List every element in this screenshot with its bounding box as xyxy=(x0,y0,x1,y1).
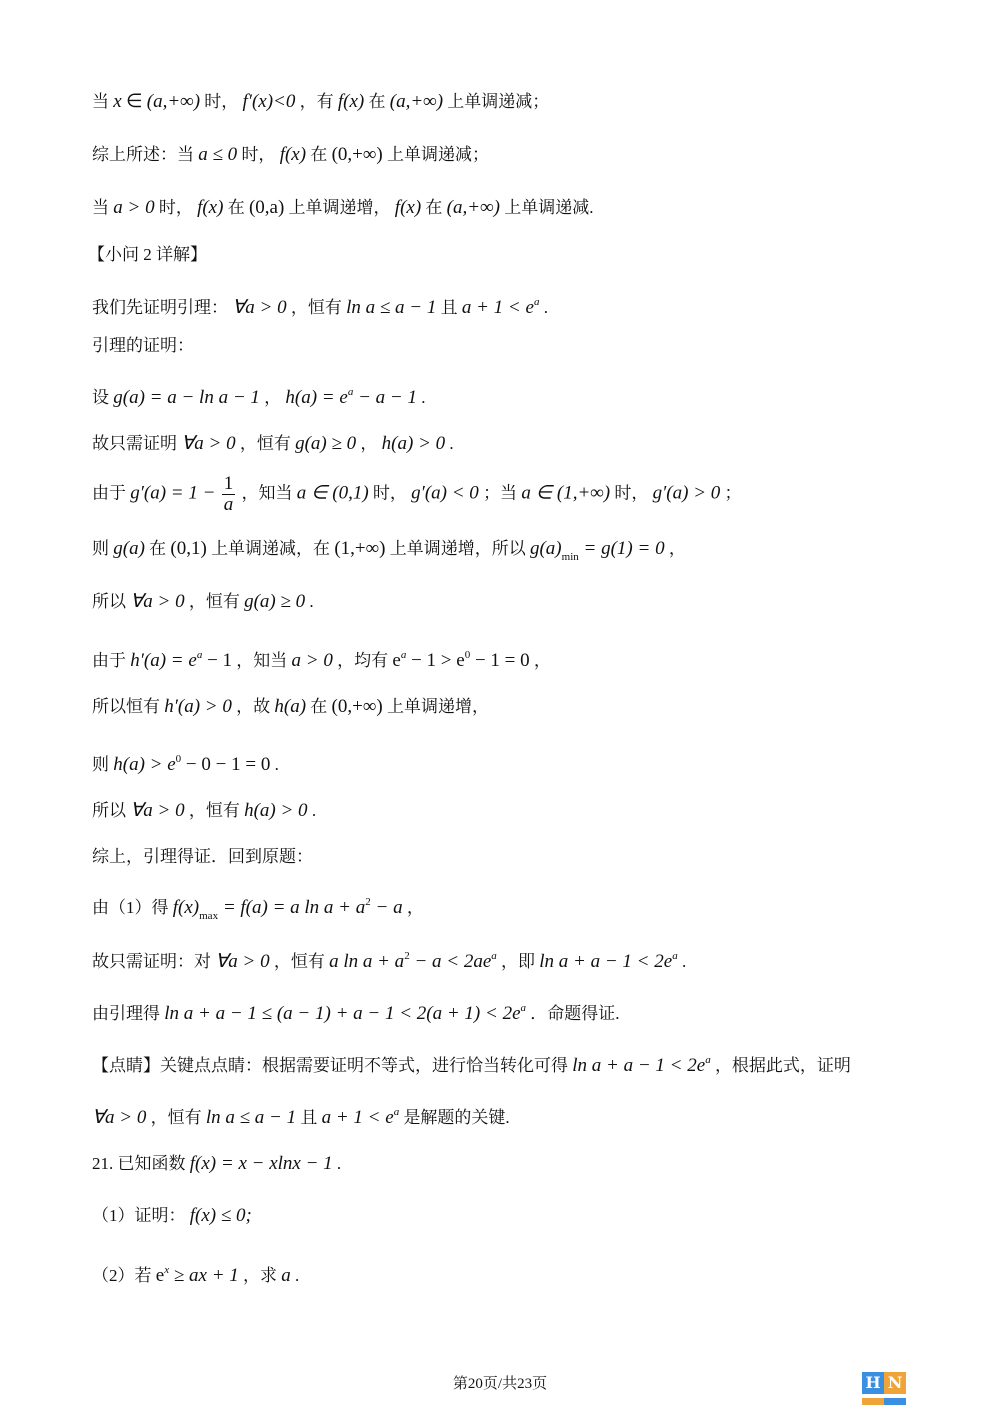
text-line-11 xyxy=(92,590,314,614)
text: 故只需证明 xyxy=(92,434,177,453)
text: 当 xyxy=(92,92,109,111)
text-line-20-key-point xyxy=(92,1048,851,1078)
logo-bar xyxy=(884,1398,906,1405)
superscript: 0 xyxy=(464,649,471,661)
math: ∀a > 0 xyxy=(181,433,236,454)
text: 所以 xyxy=(92,592,126,611)
text: . xyxy=(309,592,314,611)
problem-21-part-2 xyxy=(92,1258,299,1288)
superscript: 2 xyxy=(365,896,371,908)
text: . xyxy=(449,434,454,453)
superscript: a xyxy=(196,649,203,661)
text: 在 xyxy=(227,198,245,217)
text: 综上所述：当 xyxy=(92,145,194,164)
math: h(a) xyxy=(274,696,307,717)
text: ，求 xyxy=(243,1266,278,1285)
subscript: min xyxy=(561,551,579,563)
problem-21-part-1 xyxy=(92,1204,252,1228)
text: ， xyxy=(406,898,424,917)
math: − 1 xyxy=(202,650,233,671)
math: − 1 > e xyxy=(406,650,465,671)
text: ， xyxy=(668,539,686,558)
text-line-12 xyxy=(92,643,551,673)
text: ，恒有 xyxy=(188,801,240,820)
math: (0,+∞) xyxy=(331,144,383,165)
text: ，知当 xyxy=(236,651,288,670)
text: ；当 xyxy=(483,483,518,503)
text: . xyxy=(311,801,317,820)
logo-letter-n: N xyxy=(884,1372,906,1394)
math: a xyxy=(281,1265,291,1286)
text: ， xyxy=(360,434,378,453)
text: ，根据此式，证明 xyxy=(714,1056,851,1075)
math: ∀a > 0 xyxy=(130,591,185,612)
math: ln a + a − 1 ≤ (a − 1) + a − 1 < 2(a + 1) < 2e xyxy=(164,1003,521,1024)
text: 21. 已知函数 xyxy=(92,1154,186,1173)
superscript: a xyxy=(400,649,407,661)
text: 我们先证明引理： xyxy=(92,298,228,317)
math: g′(a) > 0 xyxy=(652,482,721,504)
math: f(x) xyxy=(394,197,422,218)
math: a ∈ (0,1) xyxy=(296,482,369,504)
text: 由引理得 xyxy=(92,1004,160,1023)
text: ，恒有 xyxy=(150,1108,202,1127)
math: f′(x)<0 xyxy=(242,91,296,112)
denominator: a xyxy=(223,494,234,515)
text: . xyxy=(543,298,548,317)
text-line-1 xyxy=(92,90,549,114)
text: 在 xyxy=(425,198,443,217)
math: h(a) > 0 xyxy=(244,800,308,821)
text-line-13 xyxy=(92,695,489,719)
text: . xyxy=(295,1266,300,1285)
text: 时， xyxy=(614,483,649,503)
text: （1）证明： xyxy=(92,1206,186,1225)
math: = f(a) = a ln a + a xyxy=(218,897,366,918)
text: 且 xyxy=(440,298,458,317)
math: ≥ ax + 1 xyxy=(169,1265,239,1286)
text: ．命题得证. xyxy=(530,1004,620,1023)
text: 当 xyxy=(92,198,109,217)
text-line-5 xyxy=(92,290,548,320)
math: g′(a) = 1 − xyxy=(130,482,216,504)
math: g(a) ≥ 0 xyxy=(295,433,357,454)
text-line-18 xyxy=(92,944,686,974)
text-line-16 xyxy=(92,845,313,869)
math: f(x) ≤ 0; xyxy=(189,1205,252,1226)
superscript: a xyxy=(393,1106,400,1118)
text: . xyxy=(421,388,426,407)
logo-letter-h: H xyxy=(862,1372,884,1394)
text-line-15 xyxy=(92,799,316,823)
text-line-2 xyxy=(92,143,489,167)
math: − a < 2ae xyxy=(409,951,492,972)
math: a ∈ (1,+∞) xyxy=(521,482,611,504)
text: . xyxy=(681,952,687,971)
text: （2）若 xyxy=(92,1266,152,1285)
superscript: a xyxy=(520,1002,527,1014)
math: ln a + a − 1 < 2e xyxy=(539,951,673,972)
text: ， xyxy=(264,388,282,407)
text-line-3 xyxy=(92,196,593,220)
math: = g(1) = 0 xyxy=(578,538,665,559)
logo-bar xyxy=(862,1398,884,1405)
text: 上单调递减. xyxy=(504,198,594,217)
text: 在 xyxy=(149,539,167,558)
text-line-9 xyxy=(92,474,742,515)
text: ，故 xyxy=(236,697,271,716)
math: h(a) > 0 xyxy=(381,433,446,454)
math: f(x) xyxy=(337,91,365,112)
subscript: max xyxy=(199,910,219,922)
math: x xyxy=(113,91,122,112)
math: (a,+∞) xyxy=(389,91,444,112)
math: h′(a) = e xyxy=(130,650,197,671)
superscript: a xyxy=(347,386,354,398)
math: (a,+∞) xyxy=(446,197,500,218)
text-line-21 xyxy=(92,1100,510,1130)
math: f(x) xyxy=(279,144,307,165)
superscript: 0 xyxy=(175,753,182,765)
text: ，即 xyxy=(501,952,536,971)
math: e xyxy=(392,650,401,671)
math: (0,a) xyxy=(248,197,285,218)
math: ∀a > 0 xyxy=(130,800,185,821)
math: − a xyxy=(370,897,403,918)
text-line-19 xyxy=(92,996,620,1026)
text: 则 xyxy=(92,539,109,558)
text: ，知当 xyxy=(241,483,293,503)
text: ，恒有 xyxy=(290,298,342,317)
math: ∀a > 0 xyxy=(215,951,270,972)
text: ； xyxy=(724,483,742,503)
text-line-8 xyxy=(92,432,454,456)
text: 在 xyxy=(368,92,386,111)
text-line-7 xyxy=(92,380,425,410)
math: h(a) > e xyxy=(113,754,176,775)
math: f(x) xyxy=(197,197,224,218)
text: 上单调递增，所以 xyxy=(389,539,526,558)
math: h(a) = e xyxy=(285,387,348,408)
math: ln a + a − 1 < 2e xyxy=(572,1055,706,1076)
text: 时， xyxy=(372,483,407,503)
math: (0,1) xyxy=(170,538,207,559)
text: . xyxy=(336,1154,342,1173)
superscript: a xyxy=(491,950,497,962)
math: a > 0 xyxy=(113,197,155,218)
superscript: a xyxy=(705,1054,711,1066)
text: . xyxy=(274,755,279,774)
math: (a,+∞) xyxy=(146,91,201,112)
math: (1,+∞) xyxy=(334,538,386,559)
math: − a − 1 xyxy=(353,387,417,408)
math: e xyxy=(155,1265,165,1286)
hn-logo xyxy=(862,1372,908,1406)
text: 上单调递减； xyxy=(447,92,550,111)
text: 在 xyxy=(310,697,328,716)
text: 时， xyxy=(241,145,276,164)
math: ∀a > 0 xyxy=(232,297,287,318)
math: ∈ xyxy=(125,91,143,112)
text: ，恒有 xyxy=(239,434,291,453)
text: 所以恒有 xyxy=(92,697,160,716)
text: ，均有 xyxy=(337,651,389,670)
math: a ≤ 0 xyxy=(198,144,238,165)
math: g(a) xyxy=(529,538,562,559)
math: ∀a > 0 xyxy=(92,1107,147,1128)
superscript: a xyxy=(672,950,678,962)
text: ，恒有 xyxy=(273,952,325,971)
text: ， xyxy=(533,651,551,670)
text: 所以 xyxy=(92,801,126,820)
text: 上单调递减； xyxy=(386,145,489,164)
text: 时， xyxy=(158,198,193,217)
math: f(x) xyxy=(172,897,200,918)
fraction xyxy=(222,474,236,515)
text: 由（1）得 xyxy=(92,898,169,917)
superscript: 2 xyxy=(404,950,410,962)
text-line-6 xyxy=(92,334,194,358)
math: a + 1 < e xyxy=(461,297,534,318)
text-line-14 xyxy=(92,747,279,777)
text: 是解题的关键. xyxy=(403,1108,510,1127)
math: − 1 = 0 xyxy=(470,650,530,671)
math: − 0 − 1 = 0 xyxy=(181,754,271,775)
page-number: 第20页/共23页 xyxy=(452,1376,548,1392)
text: 由于 xyxy=(92,483,126,503)
math: a + 1 < e xyxy=(321,1107,394,1128)
text: 引理的证明： xyxy=(92,336,194,355)
text: 在 xyxy=(310,145,328,164)
math: g′(a) < 0 xyxy=(411,482,479,504)
text: 【点睛】关键点点睛：根据需要证明不等式，进行恰当转化可得 xyxy=(92,1056,568,1075)
text: ，恒有 xyxy=(188,592,240,611)
text: 上单调递增， xyxy=(386,697,489,716)
text: 上单调递增， xyxy=(288,198,391,217)
superscript: a xyxy=(533,296,540,308)
math: g(a) = a − ln a − 1 xyxy=(113,387,260,408)
text: 上单调递减，在 xyxy=(211,539,331,558)
math: (0,+∞) xyxy=(331,696,383,717)
text: ，有 xyxy=(299,92,334,111)
section-heading-q2 xyxy=(88,243,207,267)
text-line-10 xyxy=(92,537,686,569)
text: 且 xyxy=(300,1108,318,1127)
text: 故只需证明：对 xyxy=(92,952,211,971)
heading: 【小问 2 详解】 xyxy=(88,245,207,264)
math: f(x) = x − xlnx − 1 xyxy=(189,1153,333,1174)
math: a > 0 xyxy=(291,650,333,671)
math: ln a ≤ a − 1 xyxy=(205,1107,297,1128)
text: 由于 xyxy=(92,651,126,670)
math: a ln a + a xyxy=(329,951,405,972)
superscript: x xyxy=(164,1264,170,1276)
numerator: 1 xyxy=(223,473,234,494)
text: 则 xyxy=(92,755,109,774)
problem-21-statement xyxy=(92,1152,341,1176)
text: 设 xyxy=(92,388,109,407)
math: g(a) ≥ 0 xyxy=(244,591,306,612)
math: h′(a) > 0 xyxy=(164,696,232,717)
text-line-17 xyxy=(92,890,424,928)
math: ln a ≤ a − 1 xyxy=(346,297,437,318)
math: g(a) xyxy=(113,538,145,559)
text: 时， xyxy=(204,92,239,111)
text: 综上，引理得证．回到原题： xyxy=(92,847,313,866)
